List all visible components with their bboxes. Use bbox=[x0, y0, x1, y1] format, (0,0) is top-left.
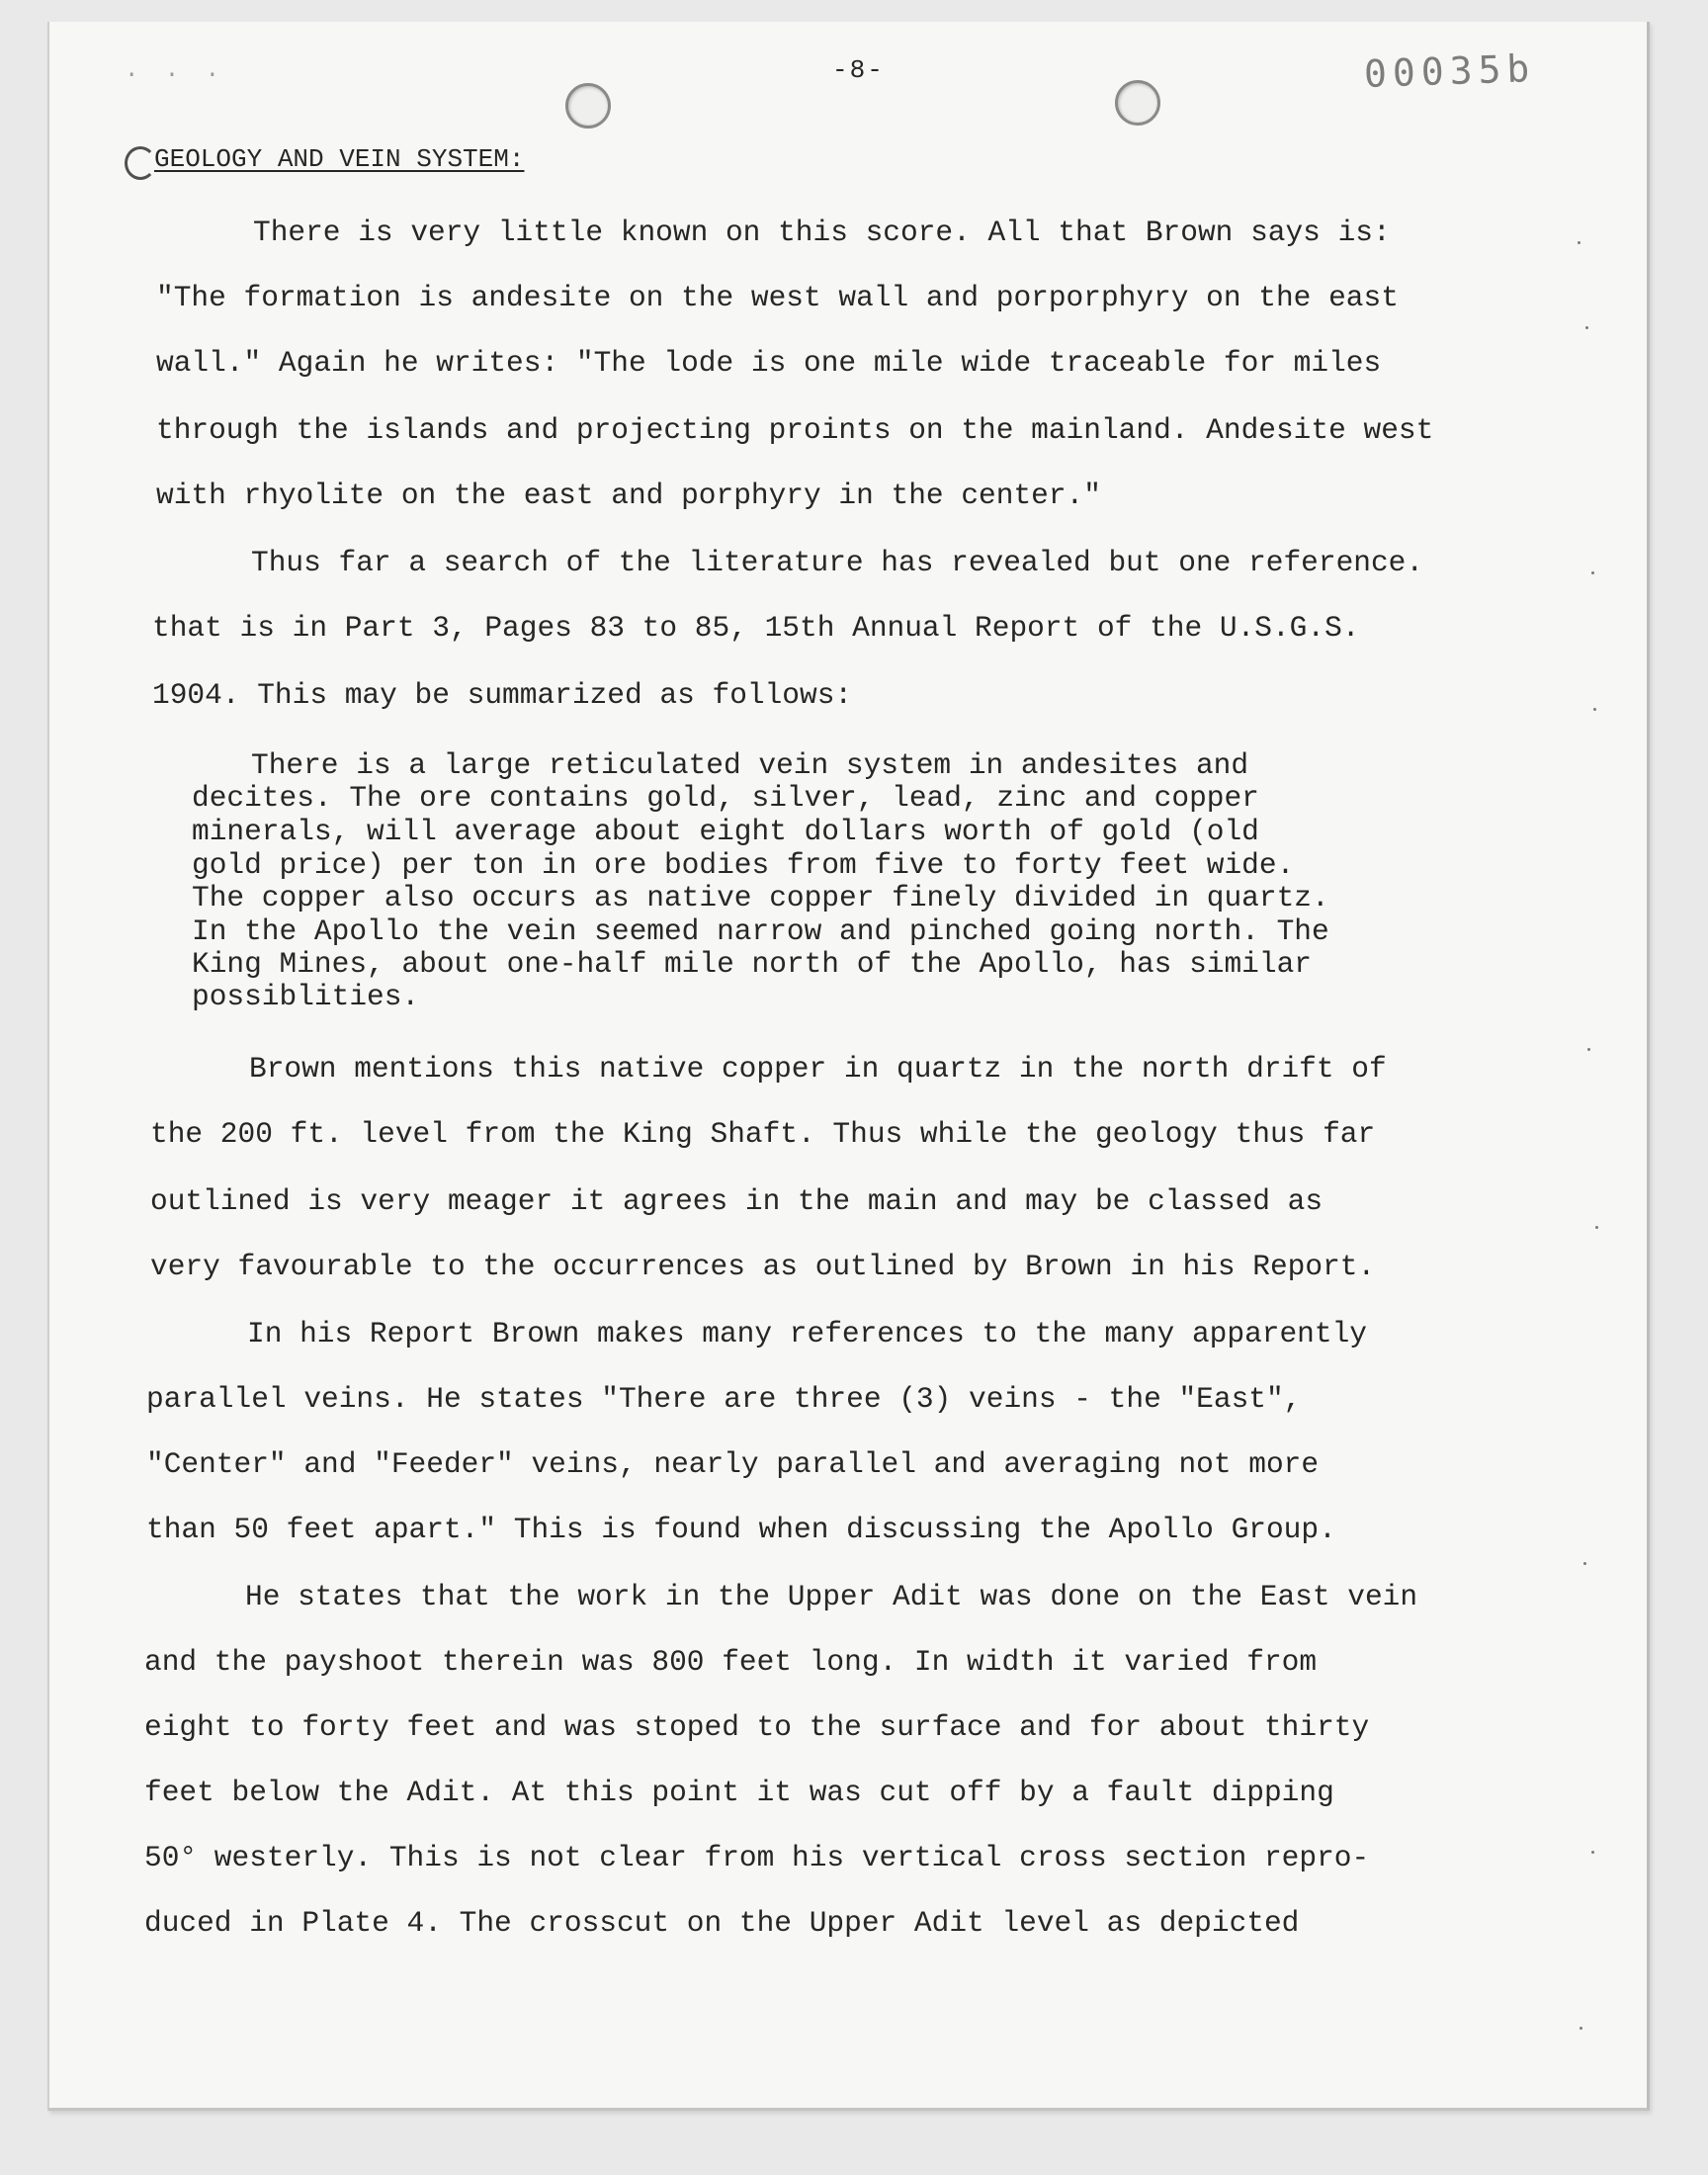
corner-marks: . . . bbox=[125, 57, 226, 84]
p1-line-3: wall." Again he writes: "The lode is one mile wide traceable for miles bbox=[156, 346, 1382, 380]
quote-line-3: minerals, will average about eight dollars worth of gold (old bbox=[192, 815, 1259, 848]
section-heading: GEOLOGY AND VEIN SYSTEM: bbox=[154, 144, 525, 174]
p5-line-5: 50° westerly. This is not clear from his vertical cross section repro- bbox=[144, 1841, 1370, 1874]
quote-line-7: King Mines, about one-half mile north of the Apollo, has similar bbox=[192, 947, 1312, 981]
p1-line-4: through the islands and projecting proints on the mainland. Andesite west bbox=[156, 413, 1434, 447]
page-number: -8- bbox=[832, 55, 885, 85]
scan-speck bbox=[1585, 326, 1588, 329]
p2-line-2: that is in Part 3, Pages 83 to 85, 15th Annual Report of the U.S.G.S. bbox=[152, 611, 1360, 645]
quote-line-5: The copper also occurs as native copper finely divided in quartz. bbox=[192, 881, 1329, 914]
p3-line-4: very favourable to the occurrences as outlined by Brown in his Report. bbox=[150, 1250, 1376, 1283]
scan-speck bbox=[1591, 1851, 1594, 1854]
p5-line-6: duced in Plate 4. The crosscut on the Upper Adit level as depicted bbox=[144, 1906, 1300, 1940]
scan-speck bbox=[1583, 1562, 1586, 1565]
punch-hole-right bbox=[1115, 80, 1160, 126]
quote-line-1: There is a large reticulated vein system in andesites and bbox=[251, 748, 1249, 782]
scan-speck bbox=[1595, 1226, 1598, 1229]
scan-speck bbox=[1591, 571, 1594, 574]
p1-line-5: with rhyolite on the east and porphyry in the center." bbox=[156, 478, 1101, 512]
p3-line-1: Brown mentions this native copper in quartz in the north drift of bbox=[249, 1052, 1387, 1086]
scan-speck bbox=[1593, 708, 1596, 711]
punch-hole-left bbox=[565, 83, 611, 129]
p4-line-2: parallel veins. He states "There are three (3) veins - the "East", bbox=[146, 1382, 1302, 1416]
p3-line-2: the 200 ft. level from the King Shaft. Thus while the geology thus far bbox=[150, 1117, 1376, 1151]
quote-line-4: gold price) per ton in ore bodies from five to forty feet wide. bbox=[192, 848, 1295, 882]
scan-speck bbox=[1578, 241, 1580, 244]
p2-line-1: Thus far a search of the literature has revealed but one reference. bbox=[251, 546, 1424, 579]
p4-line-3: "Center" and "Feeder" veins, nearly parallel and averaging not more bbox=[146, 1447, 1320, 1481]
p5-line-2: and the payshoot therein was 800 feet long. In width it varied from bbox=[144, 1645, 1318, 1679]
scan-speck bbox=[1580, 2027, 1582, 2030]
quote-line-2: decites. The ore contains gold, silver, lead, zinc and copper bbox=[192, 781, 1259, 815]
document-stamp-number: 00035b bbox=[1363, 45, 1536, 97]
scan-speck bbox=[1587, 1048, 1590, 1051]
p5-line-1: He states that the work in the Upper Adit was done on the East vein bbox=[245, 1580, 1418, 1613]
quote-line-6: In the Apollo the vein seemed narrow and pinched going north. The bbox=[192, 914, 1329, 948]
p1-line-2: "The formation is andesite on the west wall and porporphyry on the east bbox=[156, 281, 1399, 314]
quote-line-8: possiblities. bbox=[192, 980, 420, 1013]
p3-line-3: outlined is very meager it agrees in the main and may be classed as bbox=[150, 1184, 1324, 1218]
p4-line-1: In his Report Brown makes many references to the many apparently bbox=[247, 1317, 1367, 1350]
p5-line-3: eight to forty feet and was stoped to the surface and for about thirty bbox=[144, 1710, 1370, 1744]
p2-line-3: 1904. This may be summarized as follows: bbox=[152, 678, 853, 712]
p4-line-4: than 50 feet apart." This is found when discussing the Apollo Group. bbox=[146, 1513, 1336, 1546]
p1-line-1: There is very little known on this score. All that Brown says is: bbox=[253, 216, 1391, 249]
p5-line-4: feet below the Adit. At this point it was cut off by a fault dipping bbox=[144, 1776, 1334, 1809]
heading-circle-mark bbox=[125, 146, 156, 180]
